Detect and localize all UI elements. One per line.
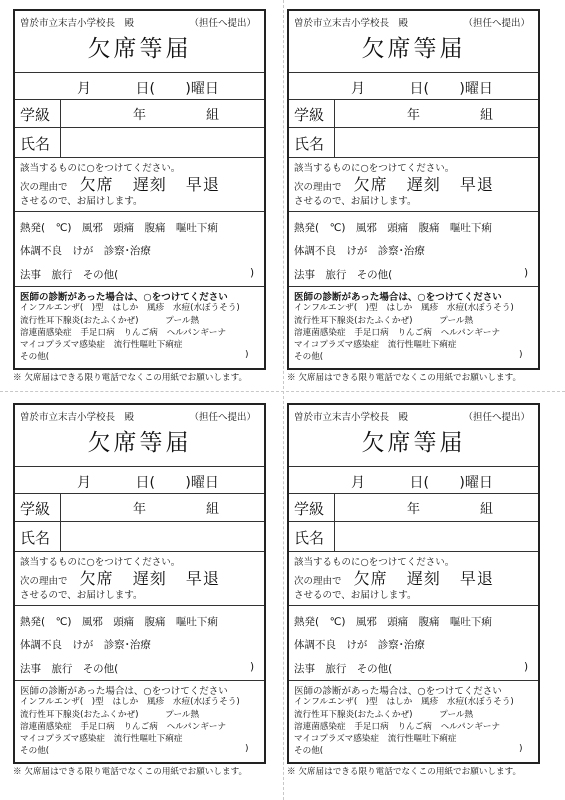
other-close-paren: ) — [524, 661, 529, 673]
footer-note: ※ 欠席届はできる限り電話でなくこの用紙でお願いします。 — [287, 767, 522, 777]
diag-influenza[interactable]: インフルエンザ( )型 — [20, 303, 104, 313]
symptom-row — [15, 605, 264, 681]
name-row[interactable] — [15, 127, 264, 158]
diag-herpangina[interactable]: ヘルパンギーナ — [166, 722, 227, 732]
reason-memorial[interactable]: 法事 — [20, 269, 41, 281]
day-label: 日( — [135, 81, 155, 97]
month-label: 月 — [351, 475, 365, 491]
reason-memorial[interactable]: 法事 — [294, 663, 315, 675]
symptom-vomit-diarrhea[interactable]: 嘔吐下痢 — [175, 616, 218, 628]
reason-prefix: 次の理由で — [294, 576, 342, 587]
diagnosis-title: 医師の診断があった場合は、○をつけてください — [294, 292, 502, 303]
form-border — [287, 9, 540, 370]
diag-gastroenteritis[interactable]: 流行性嘔吐下痢症 — [387, 734, 457, 744]
submission-note: （担任へ提出） — [189, 412, 256, 423]
diag-influenza[interactable]: インフルエンザ( )型 — [20, 697, 104, 707]
weekday-label: )曜日 — [459, 475, 493, 491]
footer-note: ※ 欠席届はできる限り電話でなくこの用紙でお願いします。 — [13, 767, 248, 777]
diag-herpangina[interactable]: ヘルパンギーナ — [440, 722, 501, 732]
diag-other-close-paren: ) — [519, 744, 523, 754]
diag-other[interactable]: その他( — [294, 746, 324, 756]
name-divider — [334, 127, 335, 157]
symptom-treatment[interactable]: 診察･治療 — [103, 245, 151, 257]
form-title: 欠席等届 — [361, 36, 466, 62]
symptom-injury[interactable]: けが — [72, 639, 94, 651]
diag-strep[interactable]: 溶連菌感染症 — [20, 328, 72, 338]
class-unit: 組 — [206, 108, 220, 123]
reason-travel[interactable]: 旅行 — [51, 269, 73, 281]
name-row[interactable] — [15, 521, 264, 552]
diag-other[interactable]: その他( — [20, 352, 50, 362]
reason-late[interactable]: 遅刻 — [132, 569, 167, 588]
diagnosis-title: 医師の診断があった場合は、○をつけてください — [294, 686, 502, 697]
diag-mycoplasma[interactable]: マイコプラズマ感染症 — [294, 734, 379, 744]
horizontal-cut-line — [0, 391, 565, 392]
class-row[interactable] — [289, 99, 538, 128]
reason-other[interactable]: その他( — [82, 269, 119, 281]
diag-rubella[interactable]: 風疹 — [420, 697, 439, 707]
symptom-fever[interactable]: 熱発( ℃) — [20, 616, 72, 628]
instruction-text: 該当するものに○をつけてください。 — [294, 557, 455, 568]
symptom-fever[interactable]: 熱発( ℃) — [294, 222, 346, 234]
name-divider — [60, 521, 61, 551]
day-label: 日( — [135, 475, 155, 491]
symptom-row — [289, 605, 538, 681]
diag-pool-fever[interactable]: プール熱 — [439, 316, 474, 326]
reason-row — [289, 551, 538, 606]
absence-form-1 — [13, 9, 266, 385]
reason-late[interactable]: 遅刻 — [406, 175, 441, 194]
symptom-stomachache[interactable]: 腹痛 — [418, 222, 440, 234]
instruction-text: 該当するものに○をつけてください。 — [294, 163, 455, 174]
symptom-unwell[interactable]: 体調不良 — [294, 245, 336, 257]
submission-note: （担任へ提出） — [463, 412, 530, 423]
reason-prefix: 次の理由で — [20, 576, 68, 587]
reason-suffix: させるので、お届けします。 — [20, 196, 143, 207]
diag-gastroenteritis[interactable]: 流行性嘔吐下痢症 — [113, 340, 183, 350]
date-row[interactable] — [15, 466, 264, 494]
reason-row — [15, 551, 264, 606]
symptom-treatment[interactable]: 診察･治療 — [103, 639, 151, 651]
recipient: 曽於市立末吉小学校長 殿 — [20, 412, 135, 423]
name-label: 氏名 — [294, 135, 325, 153]
diag-pool-fever[interactable]: プール熱 — [439, 710, 474, 720]
reason-absence[interactable]: 欠席 — [79, 175, 114, 194]
diag-measles[interactable]: はしか — [112, 697, 139, 707]
diag-other[interactable]: その他( — [20, 746, 50, 756]
class-divider — [60, 99, 61, 127]
symptom-cold[interactable]: 風邪 — [355, 616, 377, 628]
name-label: 氏名 — [20, 529, 51, 547]
reason-suffix: させるので、お届けします。 — [20, 590, 143, 601]
reason-other[interactable]: その他( — [356, 663, 393, 675]
symptom-unwell[interactable]: 体調不良 — [294, 639, 336, 651]
symptom-headache[interactable]: 頭痛 — [387, 222, 409, 234]
day-label: 日( — [409, 475, 429, 491]
form-border — [287, 403, 540, 764]
reason-travel[interactable]: 旅行 — [51, 663, 73, 675]
weekday-label: )曜日 — [459, 81, 493, 97]
symptom-cold[interactable]: 風邪 — [355, 222, 377, 234]
class-row[interactable] — [15, 493, 264, 522]
diag-gastroenteritis[interactable]: 流行性嘔吐下痢症 — [113, 734, 183, 744]
diagnosis-row — [289, 680, 538, 762]
symptom-fever[interactable]: 熱発( ℃) — [294, 616, 346, 628]
symptom-stomachache[interactable]: 腹痛 — [418, 616, 440, 628]
symptom-row — [15, 211, 264, 287]
absence-form-2 — [287, 9, 540, 385]
diagnosis-row — [15, 286, 264, 368]
diag-rubella[interactable]: 風疹 — [146, 697, 165, 707]
grade-unit: 年 — [407, 502, 421, 517]
other-close-paren: ) — [524, 267, 529, 279]
diag-fifth-disease[interactable]: りんご病 — [123, 722, 158, 732]
form-title: 欠席等届 — [87, 430, 192, 456]
absence-form-3 — [13, 403, 266, 779]
header-row — [289, 11, 538, 73]
date-row[interactable] — [289, 72, 538, 100]
class-unit: 組 — [480, 502, 494, 517]
instruction-text: 該当するものに○をつけてください。 — [20, 557, 181, 568]
symptom-treatment[interactable]: 診察･治療 — [377, 245, 425, 257]
weekday-label: )曜日 — [185, 81, 219, 97]
name-row[interactable] — [289, 127, 538, 158]
submission-note: （担任へ提出） — [189, 18, 256, 29]
diag-chickenpox[interactable]: 水痘(水ぼうそう) — [172, 303, 240, 313]
diag-mycoplasma[interactable]: マイコプラズマ感染症 — [20, 734, 105, 744]
header-row — [289, 405, 538, 467]
reason-travel[interactable]: 旅行 — [325, 663, 347, 675]
symptom-headache[interactable]: 頭痛 — [113, 222, 135, 234]
diag-mumps[interactable]: 流行性耳下腺炎(おたふくかぜ) — [20, 710, 139, 720]
diag-hfmd[interactable]: 手足口病 — [80, 328, 115, 338]
diag-fifth-disease[interactable]: りんご病 — [397, 722, 432, 732]
name-divider — [334, 521, 335, 551]
symptom-cold[interactable]: 風邪 — [81, 222, 103, 234]
diag-fifth-disease[interactable]: りんご病 — [397, 328, 432, 338]
class-label: 学級 — [20, 106, 51, 124]
other-close-paren: ) — [250, 267, 255, 279]
reason-late[interactable]: 遅刻 — [132, 175, 167, 194]
diag-pool-fever[interactable]: プール熱 — [165, 710, 200, 720]
name-divider — [60, 127, 61, 157]
weekday-label: )曜日 — [185, 475, 219, 491]
diag-gastroenteritis[interactable]: 流行性嘔吐下痢症 — [387, 340, 457, 350]
diag-measles[interactable]: はしか — [386, 697, 413, 707]
reason-absence[interactable]: 欠席 — [353, 569, 388, 588]
class-divider — [334, 99, 335, 127]
reason-other[interactable]: その他( — [356, 269, 393, 281]
header-row — [15, 11, 264, 73]
month-label: 月 — [351, 81, 365, 97]
grade-unit: 年 — [407, 108, 421, 123]
date-row[interactable] — [15, 72, 264, 100]
reason-row — [15, 157, 264, 212]
diag-mycoplasma[interactable]: マイコプラズマ感染症 — [294, 340, 379, 350]
recipient: 曽於市立末吉小学校長 殿 — [294, 412, 409, 423]
symptom-unwell[interactable]: 体調不良 — [20, 245, 62, 257]
diagnosis-row — [289, 286, 538, 368]
symptom-vomit-diarrhea[interactable]: 嘔吐下痢 — [175, 222, 218, 234]
footer-note: ※ 欠席届はできる限り電話でなくこの用紙でお願いします。 — [287, 373, 522, 383]
form-title: 欠席等届 — [361, 430, 466, 456]
other-close-paren: ) — [250, 661, 255, 673]
reason-row — [289, 157, 538, 212]
symptom-vomit-diarrhea[interactable]: 嘔吐下痢 — [449, 616, 492, 628]
diag-measles[interactable]: はしか — [386, 303, 413, 313]
diag-mumps[interactable]: 流行性耳下腺炎(おたふくかぜ) — [294, 316, 413, 326]
class-unit: 組 — [206, 502, 220, 517]
name-row[interactable] — [289, 521, 538, 552]
symptom-unwell[interactable]: 体調不良 — [20, 639, 62, 651]
reason-memorial[interactable]: 法事 — [294, 269, 315, 281]
month-label: 月 — [77, 475, 91, 491]
submission-note: （担任へ提出） — [463, 18, 530, 29]
diag-other[interactable]: その他( — [294, 352, 324, 362]
diag-influenza[interactable]: インフルエンザ( )型 — [294, 303, 378, 313]
symptom-stomachache[interactable]: 腹痛 — [144, 222, 166, 234]
reason-early-leave[interactable]: 早退 — [185, 175, 220, 194]
diag-other-close-paren: ) — [519, 350, 523, 360]
month-label: 月 — [77, 81, 91, 97]
diag-strep[interactable]: 溶連菌感染症 — [294, 722, 346, 732]
form-border — [13, 403, 266, 764]
diagnosis-row — [15, 680, 264, 762]
reason-other[interactable]: その他( — [82, 663, 119, 675]
symptom-cold[interactable]: 風邪 — [81, 616, 103, 628]
recipient: 曽於市立末吉小学校長 殿 — [294, 18, 409, 29]
diag-mumps[interactable]: 流行性耳下腺炎(おたふくかぜ) — [20, 316, 139, 326]
recipient: 曽於市立末吉小学校長 殿 — [20, 18, 135, 29]
class-label: 学級 — [20, 500, 51, 518]
reason-early-leave[interactable]: 早退 — [459, 175, 494, 194]
footer-note: ※ 欠席届はできる限り電話でなくこの用紙でお願いします。 — [13, 373, 248, 383]
class-unit: 組 — [480, 108, 494, 123]
diagnosis-title: 医師の診断があった場合は、○をつけてください — [20, 292, 228, 303]
symptom-headache[interactable]: 頭痛 — [387, 616, 409, 628]
diag-influenza[interactable]: インフルエンザ( )型 — [294, 697, 378, 707]
grade-unit: 年 — [133, 108, 147, 123]
symptom-injury[interactable]: けが — [346, 245, 368, 257]
name-label: 氏名 — [294, 529, 325, 547]
class-row[interactable] — [289, 493, 538, 522]
class-divider — [334, 493, 335, 521]
diag-herpangina[interactable]: ヘルパンギーナ — [166, 328, 227, 338]
reason-early-leave[interactable]: 早退 — [185, 569, 220, 588]
symptom-headache[interactable]: 頭痛 — [113, 616, 135, 628]
diag-pool-fever[interactable]: プール熱 — [165, 316, 200, 326]
symptom-vomit-diarrhea[interactable]: 嘔吐下痢 — [449, 222, 492, 234]
vertical-cut-line — [283, 0, 284, 800]
reason-prefix: 次の理由で — [294, 182, 342, 193]
diag-mumps[interactable]: 流行性耳下腺炎(おたふくかぜ) — [294, 710, 413, 720]
reason-absence[interactable]: 欠席 — [79, 569, 114, 588]
diag-rubella[interactable]: 風疹 — [420, 303, 439, 313]
day-label: 日( — [409, 81, 429, 97]
symptom-treatment[interactable]: 診察･治療 — [377, 639, 425, 651]
class-label: 学級 — [294, 500, 325, 518]
symptom-row — [289, 211, 538, 287]
name-label: 氏名 — [20, 135, 51, 153]
symptom-stomachache[interactable]: 腹痛 — [144, 616, 166, 628]
diag-hfmd[interactable]: 手足口病 — [354, 328, 389, 338]
diag-measles[interactable]: はしか — [112, 303, 139, 313]
diag-hfmd[interactable]: 手足口病 — [80, 722, 115, 732]
reason-suffix: させるので、お届けします。 — [294, 196, 417, 207]
reason-late[interactable]: 遅刻 — [406, 569, 441, 588]
diag-rubella[interactable]: 風疹 — [146, 303, 165, 313]
symptom-injury[interactable]: けが — [346, 639, 368, 651]
diag-other-close-paren: ) — [245, 744, 249, 754]
date-row[interactable] — [289, 466, 538, 494]
reason-absence[interactable]: 欠席 — [353, 175, 388, 194]
class-divider — [60, 493, 61, 521]
diag-chickenpox[interactable]: 水痘(水ぼうそう) — [446, 303, 514, 313]
form-title: 欠席等届 — [87, 36, 192, 62]
instruction-text: 該当するものに○をつけてください。 — [20, 163, 181, 174]
diagnosis-title: 医師の診断があった場合は、○をつけてください — [20, 686, 228, 697]
reason-suffix: させるので、お届けします。 — [294, 590, 417, 601]
reason-memorial[interactable]: 法事 — [20, 663, 41, 675]
diag-chickenpox[interactable]: 水痘(水ぼうそう) — [446, 697, 514, 707]
symptom-injury[interactable]: けが — [72, 245, 94, 257]
reason-prefix: 次の理由で — [20, 182, 68, 193]
diag-strep[interactable]: 溶連菌感染症 — [20, 722, 72, 732]
class-row[interactable] — [15, 99, 264, 128]
class-label: 学級 — [294, 106, 325, 124]
reason-early-leave[interactable]: 早退 — [459, 569, 494, 588]
symptom-fever[interactable]: 熱発( ℃) — [20, 222, 72, 234]
diag-herpangina[interactable]: ヘルパンギーナ — [440, 328, 501, 338]
diag-mycoplasma[interactable]: マイコプラズマ感染症 — [20, 340, 105, 350]
diag-other-close-paren: ) — [245, 350, 249, 360]
diag-chickenpox[interactable]: 水痘(水ぼうそう) — [172, 697, 240, 707]
diag-strep[interactable]: 溶連菌感染症 — [294, 328, 346, 338]
absence-form-4 — [287, 403, 540, 779]
form-border — [13, 9, 266, 370]
diag-hfmd[interactable]: 手足口病 — [354, 722, 389, 732]
reason-travel[interactable]: 旅行 — [325, 269, 347, 281]
diag-fifth-disease[interactable]: りんご病 — [123, 328, 158, 338]
grade-unit: 年 — [133, 502, 147, 517]
header-row — [15, 405, 264, 467]
